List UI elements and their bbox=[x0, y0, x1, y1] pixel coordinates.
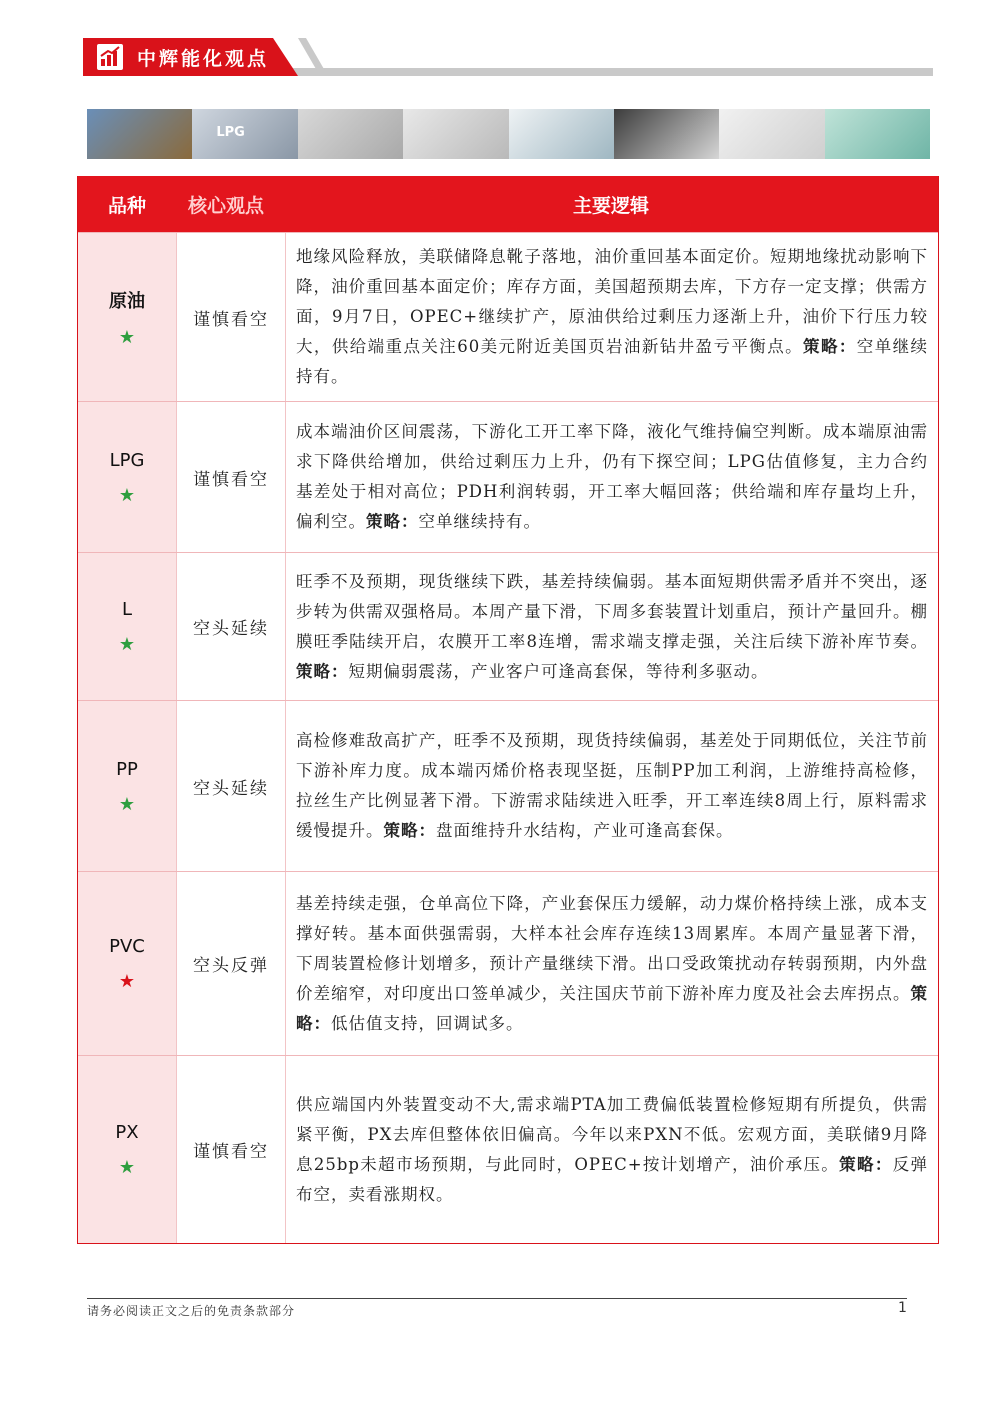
strategy-text: 反弹布空，卖看涨期权。 bbox=[296, 1154, 929, 1204]
header-variety: 品种 bbox=[107, 194, 146, 217]
footer-disclaimer: 请务必阅读正文之后的免责条款部分 bbox=[87, 1304, 296, 1318]
rating-star-icon: ★ bbox=[118, 484, 136, 506]
view-cell: 空头延续 bbox=[176, 553, 285, 700]
image-strip bbox=[87, 109, 930, 159]
variety-cell bbox=[78, 1056, 176, 1243]
rating-star-icon: ★ bbox=[118, 971, 136, 992]
lpg-tank-photo bbox=[192, 109, 297, 159]
pipes-photo bbox=[298, 109, 403, 159]
brand-title: 中辉能化观点 bbox=[137, 48, 270, 70]
table-row bbox=[78, 700, 938, 871]
logic-cell bbox=[285, 233, 938, 401]
strategy-text: 低估值支持，回调试多。 bbox=[331, 1013, 524, 1033]
variety-name: PP bbox=[116, 758, 138, 780]
table-row bbox=[78, 871, 938, 1055]
granules-photo bbox=[719, 109, 824, 159]
strategy-label: 策略： bbox=[296, 983, 928, 1033]
variety-name: PX bbox=[115, 1122, 139, 1143]
logic-cell bbox=[285, 872, 938, 1055]
variety-cell bbox=[78, 402, 176, 552]
variety-name: PVC bbox=[109, 936, 145, 957]
variety-cell bbox=[78, 701, 176, 871]
variety-name: LPG bbox=[109, 449, 145, 471]
table-row bbox=[78, 232, 938, 401]
glass-photo bbox=[825, 109, 930, 159]
pellets-dark-photo bbox=[614, 109, 719, 159]
logic-text: 地缘风险释放，美联储降息靴子落地，油价重回基本面定价。短期地缘扰动影响下降，油价重回基本面定价；库存方面，美国超预期去库，下方存一定支撑；供需方面，9月7日，OPEC+继续扩产，原油供给过剩压力逐渐上升，油价下行压力较大，供给端重点关注60美元附近美国页岩油新钻井盈亏平衡点。 bbox=[296, 247, 928, 356]
logic-cell bbox=[285, 553, 938, 700]
rating-star-icon: ★ bbox=[118, 327, 136, 348]
variety-cell bbox=[78, 872, 176, 1055]
logic-text: 高检修难敌高扩产，旺季不及预期，现货持续偏弱，基差处于同期低位，关注节前下游补库力度。成本端丙烯价格表现坚挺，压制PP加工利润，上游维持高检修，拉丝生产比例显著下滑。下游需求陆续进入旺季，开工率连续8周上行，原料需求缓慢提升。 bbox=[296, 731, 928, 840]
page-number: 1 bbox=[898, 1300, 907, 1316]
logic-text: 成本端油价区间震荡，下游化工开工率下降，液化气维持偏空判断。成本端原油需求下降供给增加，供给过剩压力上升，仍有下探空间；LPG估值修复，主力合约基差处于相对高位；PDH利润转弱，开工率大幅回落；供给端和库存量均上升，偏利空。 bbox=[296, 422, 928, 531]
strategy-label: 策略： bbox=[296, 661, 349, 681]
variety-cell bbox=[78, 553, 176, 700]
logic-text: 基差持续走强，仓单高位下降，产业套保压力缓解，动力煤价格持续上涨，成本支撑好转。基本面供强需弱，大样本社会库存连续13周累库。本周产量显著下滑，下周装置检修计划增多，预计产量继续下滑。出口受政策扰动存转弱预期，内外盘价差缩窄，对印度出口签单减少，关注国庆节前下游补库力度及社会去库拐点。 bbox=[296, 893, 928, 1003]
table-row bbox=[78, 401, 938, 552]
footer-divider bbox=[87, 1298, 907, 1299]
glycol-bottle-photo bbox=[509, 109, 614, 159]
strategy-text: 空单继续持有。 bbox=[418, 512, 541, 531]
logic-text: 供应端国内外装置变动不大,需求端PTA加工费偏低装置检修短期有所提负，供需紧平衡，PX去库但整体依旧偏高。今年以来PXN不低。宏观方面，美联储9月降息25bp未超市场预期，与此同时，OPEC+按计划增产，油价承压。 bbox=[296, 1094, 928, 1174]
strategy-label: 策略： bbox=[803, 337, 857, 356]
report-header bbox=[83, 38, 933, 78]
strategy-text: 盘面维持升水结构，产业可逢高套保。 bbox=[436, 821, 734, 840]
logic-cell bbox=[285, 402, 938, 552]
chart-logo-icon bbox=[97, 44, 123, 70]
table-row bbox=[78, 1055, 938, 1243]
view-cell: 谨慎看空 bbox=[176, 402, 285, 552]
strategy-label: 策略： bbox=[839, 1154, 893, 1174]
view-cell: 谨慎看空 bbox=[176, 233, 285, 401]
strategy-text: 短期偏弱震荡，产业客户可逢高套保，等待利多驱动。 bbox=[348, 661, 769, 681]
table-row bbox=[78, 552, 938, 700]
header-view: 核心观点 bbox=[188, 194, 265, 217]
strategy-label: 策略： bbox=[366, 512, 419, 531]
logic-text: 旺季不及预期，现货继续下跌，基差持续偏弱。基本面短期供需矛盾并不突出，逐步转为供需双强格局。本周产量下滑，下周多套装置计划重启，预计产量回升。棚膜旺季陆续开启，农膜开工率8连增，需求端支撑走强，关注后续下游补库节奏。 bbox=[296, 571, 928, 651]
view-cell: 空头延续 bbox=[176, 701, 285, 871]
view-cell: 空头反弹 bbox=[176, 872, 285, 1055]
variety-cell bbox=[78, 233, 176, 401]
oil-pump-photo bbox=[87, 109, 192, 159]
rating-star-icon: ★ bbox=[118, 634, 136, 655]
lpg-photo-label: LPG bbox=[216, 125, 245, 140]
rating-star-icon: ★ bbox=[118, 793, 136, 815]
header-logic: 主要逻辑 bbox=[572, 194, 649, 217]
variety-name: L bbox=[121, 599, 133, 620]
strategy-text: 空单继续持有。 bbox=[296, 337, 929, 386]
variety-name: 原油 bbox=[109, 291, 145, 312]
logic-cell bbox=[285, 701, 938, 871]
view-cell: 谨慎看空 bbox=[176, 1056, 285, 1243]
strategy-label: 策略： bbox=[383, 821, 436, 840]
logic-cell bbox=[285, 1056, 938, 1243]
rating-star-icon: ★ bbox=[118, 1157, 136, 1178]
views-table bbox=[77, 176, 939, 1244]
table-header bbox=[78, 176, 938, 232]
pellets-photo bbox=[403, 109, 508, 159]
